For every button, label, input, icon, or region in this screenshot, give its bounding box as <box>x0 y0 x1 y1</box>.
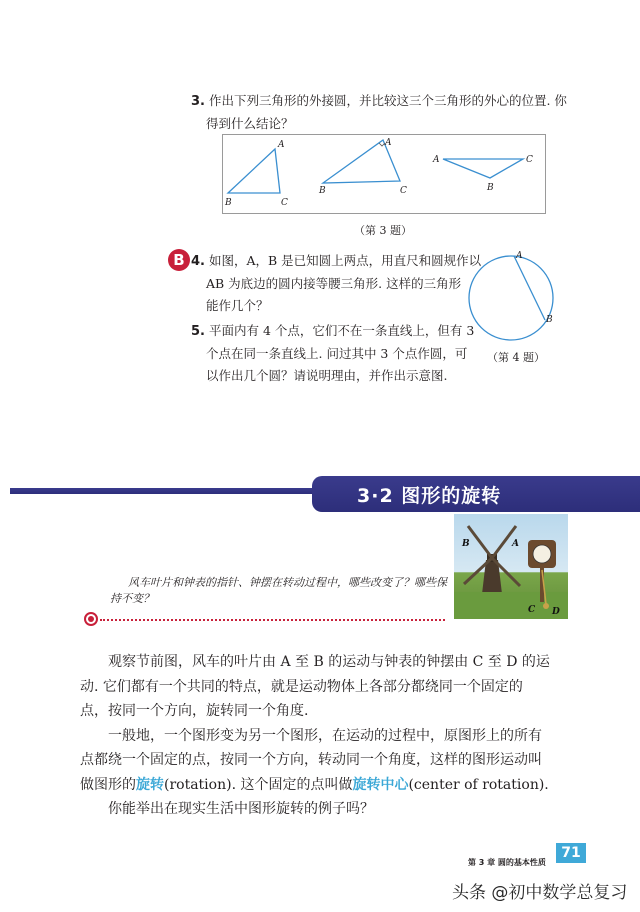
problem-text: 能作几个？ <box>206 298 269 313</box>
intro-question-line: 风车叶片和钟表的指针、钟摆在转动过程中，哪些改变了？哪些保 <box>128 576 447 589</box>
body-text <box>80 650 585 822</box>
paragraph-line <box>80 773 585 798</box>
label: B <box>487 183 494 193</box>
label: B <box>546 315 553 325</box>
label: A <box>385 138 392 148</box>
problem-text: 得到什么结论？ <box>206 116 294 131</box>
label: C <box>400 186 407 196</box>
problem-4 <box>191 250 481 317</box>
label: A <box>433 155 440 165</box>
figure-4-caption: （第 4 题） <box>487 351 545 364</box>
text-run: (rotation). 这个固定的点叫做 <box>164 776 353 793</box>
figure-3-caption: （第 3 题） <box>354 224 412 237</box>
intro-question <box>110 575 447 607</box>
problem-text: AB 为底边的圆内接等腰三角形. 这样的三角形 <box>206 276 462 291</box>
watermark: 头条 @初中数学总复习 <box>452 883 628 903</box>
chapter-footer: 第 3 章 圆的基本性质 <box>468 858 546 867</box>
photo-label: C <box>528 605 536 615</box>
problem-text: 以作出几个圆？请说明理由，并作出示意图. <box>206 368 448 383</box>
label: C <box>281 198 288 208</box>
dotted-divider <box>100 619 445 621</box>
paragraph-line: 观察节前图，风车的叶片由 A 至 B 的运动与钟表的钟摆由 C 至 D 的运 <box>108 654 550 670</box>
triangle-1 <box>228 149 280 193</box>
windmill-clock-photo <box>454 514 568 619</box>
photo-label: B <box>462 539 470 549</box>
bullet-dot <box>88 616 94 622</box>
label: C <box>526 155 533 165</box>
paragraph-line: 一般地，一个图形变为另一个图形，在运动的过程中，原图形上的所有 <box>108 727 542 744</box>
label: A <box>516 251 523 261</box>
label: B <box>225 198 232 208</box>
problem-3 <box>191 90 567 135</box>
photo-label: D <box>552 607 560 617</box>
paragraph-line: 点，按同一个方向，旋转同一个角度. <box>80 703 309 719</box>
triangles-figure <box>223 135 547 215</box>
circle <box>469 256 553 340</box>
problem-number: 4. <box>191 254 205 269</box>
photo-illustration <box>454 514 568 619</box>
problem-text: 个点在同一条直线上. 问过其中 3 个点作圆，可 <box>206 346 468 361</box>
figure-3-box <box>222 134 546 214</box>
keyword-rotation: 旋转 <box>136 776 164 793</box>
page-number: 71 <box>556 843 586 863</box>
circle-figure <box>464 248 564 358</box>
problem-5 <box>191 320 474 387</box>
section-title: 3·2 图形的旋转 <box>357 484 502 507</box>
paragraph-line: 动. 它们都有一个共同的特点，就是运动物体上各部分都绕同一个固定的 <box>80 678 523 695</box>
intro-question-line: 持不变？ <box>110 592 154 605</box>
triangle-3 <box>443 159 523 178</box>
label: A <box>278 140 285 150</box>
problem-number: 5. <box>191 324 205 339</box>
text-run: 做图形的 <box>80 776 136 793</box>
problem-text: 平面内有 4 个点，它们不在一条直线上，但有 3 <box>208 323 475 338</box>
level-b-badge: B <box>168 249 190 271</box>
text-run: (center of rotation). <box>408 776 549 793</box>
paragraph-line: 点都绕一个固定的点，按同一个方向，转动同一个角度，这样的图形运动叫 <box>80 752 542 768</box>
paragraph-line: 你能举出在现实生活中图形旋转的例子吗？ <box>108 801 374 817</box>
problem-text: 如图，A，B 是已知圆上两点，用直尺和圆规作以 <box>208 253 482 268</box>
problem-number: 3. <box>191 94 205 109</box>
section-header <box>312 476 640 512</box>
photo-label: A <box>512 539 519 549</box>
label: B <box>319 186 326 196</box>
chord-ab <box>514 256 545 320</box>
bullet-ring <box>84 612 98 626</box>
keyword-rotation-center: 旋转中心 <box>352 776 409 793</box>
problem-text: 作出下列三角形的外接圆，并比较这三个三角形的外心的位置. 你 <box>208 93 567 108</box>
